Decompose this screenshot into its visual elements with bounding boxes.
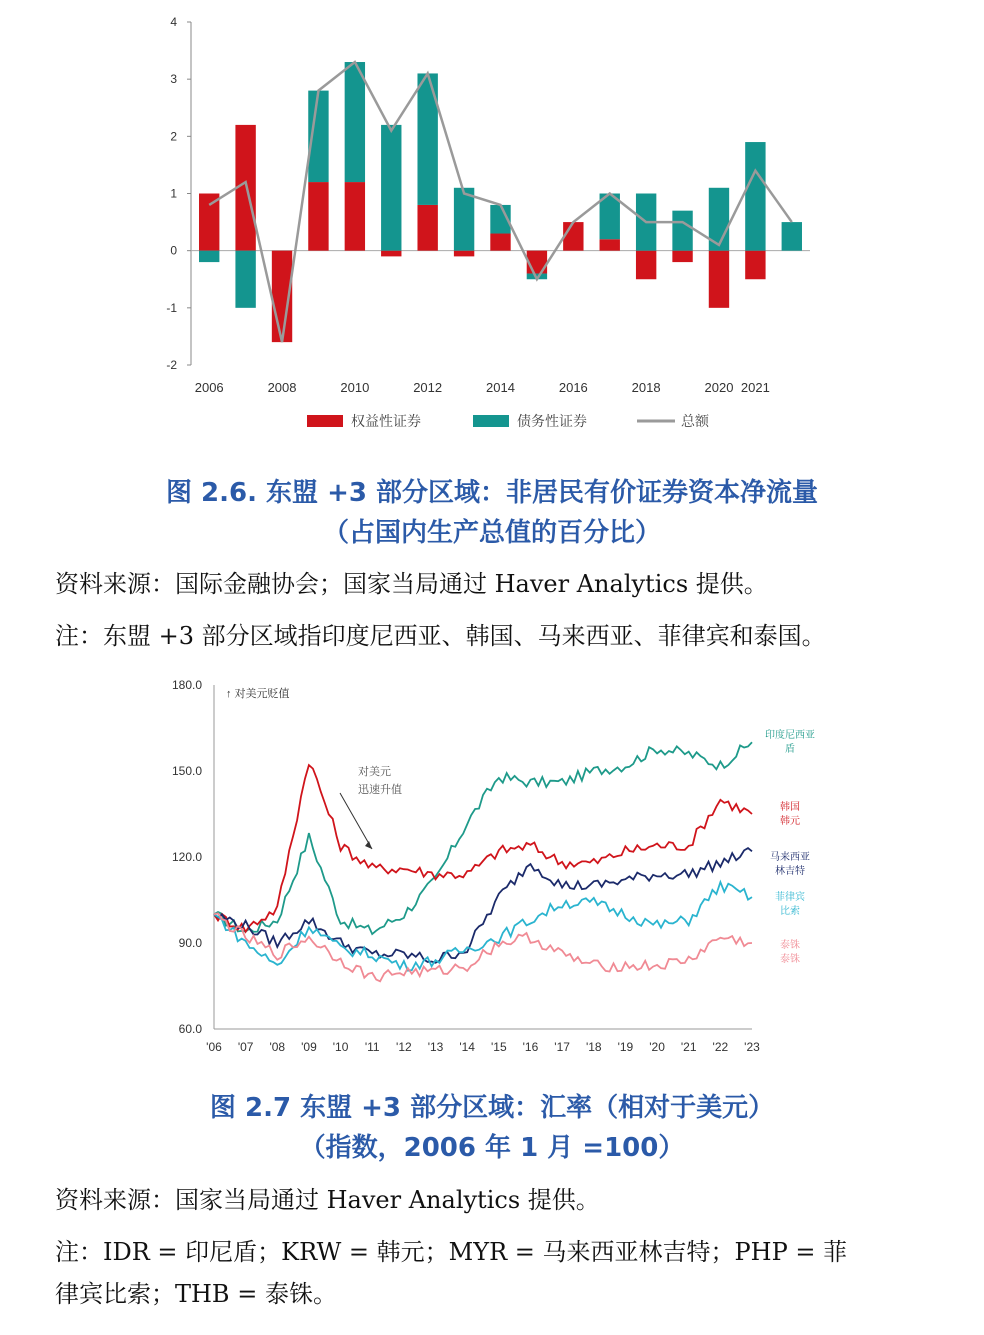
chart2-series-label: 盾 xyxy=(785,744,795,755)
chart2-ytick-label: 60.0 xyxy=(178,1022,202,1036)
chart2-xtick-label: '19 xyxy=(617,1040,634,1054)
figure1-source: 资料来源：国际金融协会；国家当局通过 Haver Analytics 提供。 xyxy=(55,570,768,598)
legend-label: 权益性证券 xyxy=(351,413,421,429)
chart1-ytick-label: 1 xyxy=(170,186,177,201)
chart1-ytick-label: 0 xyxy=(170,243,177,258)
chart1-bar xyxy=(454,251,474,257)
chart1-bar xyxy=(672,251,692,262)
chart2-series-label: 林吉特 xyxy=(775,866,805,877)
chart1-xtick-label: 2010 xyxy=(340,380,370,395)
chart1-bar xyxy=(600,239,620,250)
chart2-xtick-label: '12 xyxy=(396,1040,412,1054)
chart2-line xyxy=(214,742,752,934)
chart2-xtick-label: '14 xyxy=(459,1040,475,1054)
chart1-xtick-label: 2008 xyxy=(267,380,297,395)
chart1-bar xyxy=(381,125,401,251)
chart1-bar xyxy=(454,188,474,251)
figure2-caption-line2: （指数，2006 年 1 月 =100） xyxy=(299,1133,685,1163)
chart2-xtick-label: '18 xyxy=(585,1040,602,1054)
chart2-xtick-label: '11 xyxy=(364,1040,380,1054)
chart1-bar xyxy=(417,205,437,251)
chart1-xtick-label: 2014 xyxy=(486,380,515,395)
figure2-caption-line1: 图 2.7 东盟 +3 部分区域：汇率（相对于美元） xyxy=(209,1093,775,1123)
chart1-ytick-label: -2 xyxy=(166,358,177,372)
chart2-annotation-appreciation: 迅速升值 xyxy=(358,784,402,796)
chart1-ytick-label: 2 xyxy=(170,129,177,144)
chart2-xtick-label: '10 xyxy=(332,1040,349,1054)
chart2-xtick-label: '09 xyxy=(301,1040,317,1054)
chart2-xtick-label: '13 xyxy=(427,1040,444,1054)
chart1-bar xyxy=(345,182,365,251)
chart1-xtick-label: 2018 xyxy=(631,380,661,395)
chart2-annotation-arrow xyxy=(340,793,372,849)
figure1-note: 注：东盟 +3 部分区域指印度尼西亚、韩国、马来西亚、菲律宾和泰国。 xyxy=(55,622,826,650)
chart2-line xyxy=(214,765,752,932)
chart2-xtick-label: '06 xyxy=(206,1040,222,1054)
chart2-annotation-depreciation: ↑ 对美元贬值 xyxy=(226,688,290,700)
figure2-note-line1: 注：IDR = 印尼盾；KRW = 韩元；MYR = 马来西亚林吉特；PHP = 菲 xyxy=(55,1238,848,1266)
chart1-bar xyxy=(490,234,510,251)
chart1-bar xyxy=(308,182,328,251)
chart1-bar xyxy=(709,251,729,308)
chart1-xtick-label: 2012 xyxy=(413,380,443,395)
chart1-xtick-label: 2006 xyxy=(194,380,224,395)
legend-label: 债务性证券 xyxy=(517,413,587,429)
chart2-ytick-label: 180.0 xyxy=(171,678,202,692)
chart1-bar xyxy=(199,194,219,251)
chart1-ytick-label: 3 xyxy=(170,72,177,87)
chart1-ytick-label: -1 xyxy=(166,300,177,315)
chart1-xtick-label: 2016 xyxy=(558,380,588,395)
chart2-xtick-label: '21 xyxy=(680,1040,697,1054)
chart2-lines xyxy=(214,742,752,981)
chart1-bar xyxy=(636,251,656,280)
chart2-annotation-appreciation: 对美元 xyxy=(358,766,391,778)
chart1-legend xyxy=(307,413,710,429)
chart2-xtick-label: '16 xyxy=(522,1040,539,1054)
legend-label: 总额 xyxy=(681,413,709,429)
securities-flow-chart xyxy=(0,0,984,450)
chart1-bar xyxy=(745,251,765,280)
figure1-caption-line1: 图 2.6. 东盟 +3 部分区域：非居民有价证券资本净流量 xyxy=(165,478,819,508)
chart2-ytick-label: 150.0 xyxy=(171,764,202,778)
chart2-series-label: 韩元 xyxy=(780,816,800,827)
chart2-xtick-label: '15 xyxy=(491,1040,507,1054)
chart2-series-label: 比索 xyxy=(780,906,800,917)
chart1-bar xyxy=(563,222,583,251)
chart2-series-label: 菲律宾 xyxy=(775,892,805,903)
chart1-xtick-label: 2020 xyxy=(704,380,734,395)
chart1-total-polyline xyxy=(209,62,792,342)
chart2-xtick-label: '07 xyxy=(237,1040,254,1054)
chart2-ytick-label: 90.0 xyxy=(178,936,202,950)
chart1-bar xyxy=(381,251,401,257)
chart2-xtick-label: '23 xyxy=(744,1040,760,1054)
chart1-bar xyxy=(235,251,255,308)
figure2-note-line2: 律宾比索；THB = 泰铢。 xyxy=(55,1280,337,1308)
chart1-ytick-label: 4 xyxy=(170,15,177,29)
chart1-total-line xyxy=(209,62,792,342)
chart1-bar xyxy=(345,62,365,182)
chart2-series-label: 印度尼西亚 xyxy=(765,730,815,741)
figure1-caption-line2: （占国内生产总值的百分比） xyxy=(322,518,661,548)
chart1-bar xyxy=(782,222,802,251)
chart2-series-label: 泰铢 xyxy=(780,954,800,965)
chart2-series-label: 马来西亚 xyxy=(770,852,810,863)
legend-swatch xyxy=(307,415,343,427)
chart2-series-label: 韩国 xyxy=(780,802,800,813)
chart2-xtick-label: '17 xyxy=(554,1040,570,1054)
chart1-bar xyxy=(672,211,692,251)
chart2-xtick-label: '22 xyxy=(712,1040,729,1054)
chart2-axes xyxy=(172,678,760,1054)
chart1-bars xyxy=(199,62,802,342)
chart2-series-label: 泰铢 xyxy=(780,940,800,951)
chart2-xtick-label: '20 xyxy=(649,1040,665,1054)
chart2-ytick-label: 120.0 xyxy=(171,850,202,864)
exchange-rate-chart xyxy=(0,668,984,1068)
chart2-series-labels xyxy=(765,728,815,965)
chart1-bar xyxy=(199,251,219,262)
chart2-line xyxy=(214,882,752,971)
chart2-annotation-arrowhead xyxy=(365,841,372,849)
figure2-source: 资料来源：国家当局通过 Haver Analytics 提供。 xyxy=(55,1186,600,1214)
legend-swatch xyxy=(473,415,509,427)
chart1-bar xyxy=(745,142,765,251)
chart1-xtick-label: 2021 xyxy=(740,380,770,395)
chart2-xtick-label: '08 xyxy=(269,1040,286,1054)
